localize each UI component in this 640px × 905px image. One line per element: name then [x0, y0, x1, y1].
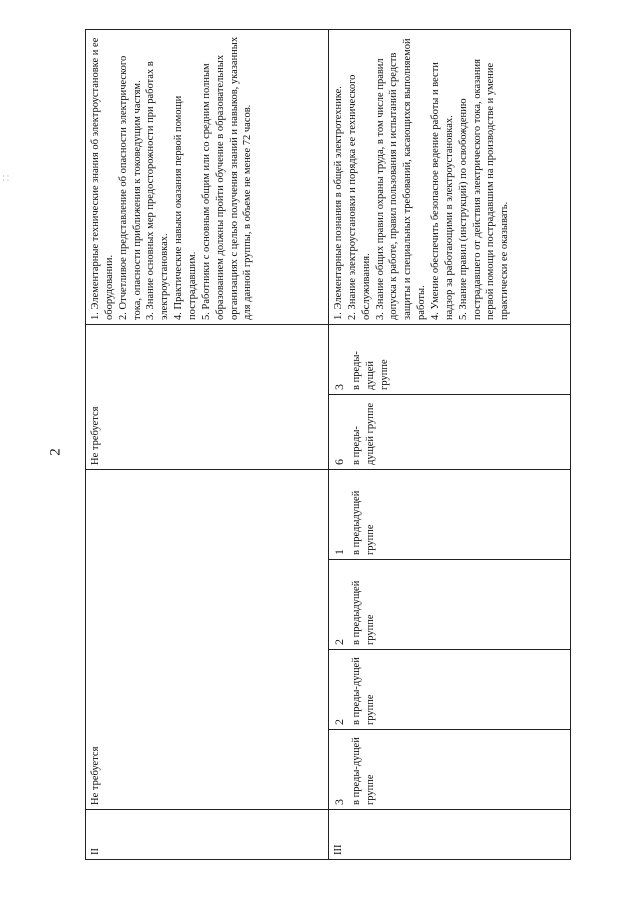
not-required-header-1: Не требуется [86, 469, 329, 809]
experience-cell: 3 в преды-дущей группе [329, 730, 571, 810]
requirements-cell [86, 29, 329, 324]
requirement-item: 2. Знание электроустановки и порядка ее технического обслуживания. [346, 74, 372, 320]
page-number: 2 [47, 448, 64, 456]
group-label: III [333, 844, 344, 855]
requirement-item: 4. Умение обеспечить безопасное ведение работы и вести надзор за работающими в электроустановках. [430, 62, 455, 320]
table-row-group-3 [329, 29, 571, 859]
requirement-item: 3. Знание общих правил охраны труда, в том числе правил допуска к работе, правил пользования и испытаний средств защиты и специальных требований, касающихся выполняемой работы. [374, 38, 428, 320]
requirement-item: 2. Отчетливое представление об опасности электрического тока, опасности приближения к токоведущим частям. [117, 55, 143, 320]
qualification-table [85, 29, 571, 860]
requirement-item: 4. Практические навыки оказания первой помощи пострадавшим. [173, 95, 199, 320]
scan-edge-marks: · · · · [2, 172, 10, 185]
group-label: II [90, 848, 101, 855]
requirement-item: 1. Элементарные технические знания об электроустановке и ее оборудовании. [90, 37, 115, 320]
group-label-cell [329, 810, 571, 860]
not-required-header-2: Не требуется [86, 324, 329, 469]
group-label-cell [86, 810, 329, 860]
experience-cell: 2 в предыдущей группе [329, 560, 571, 650]
requirement-item: 3. Знание основных мер предосторожности при работах в электроустановках. [145, 61, 171, 320]
requirement-item: 5. Работники с основным общим или со средним полным образованием должны пройти обучение в образовательных организациях с целью получения знаний и навыков, указанных для данной группы, в объеме не менее 72 часов. [200, 36, 254, 320]
table-row-group-2 [86, 29, 329, 859]
requirement-item: 5. Знание правил (инструкций) по освобождению пострадавшего от действия электрического тока, оказания первой помощи пострадавшим на производстве и умение практически ее оказывать. [457, 59, 511, 320]
requirement-item: 1. Элементарные познания в общей электротехнике. [333, 86, 344, 320]
experience-cell: 3 в преды-дущей группе [329, 324, 571, 394]
experience-cell: 1 в предыдущей группе [329, 469, 571, 559]
rotated-table-container [85, 30, 570, 860]
experience-cell: 2 в преды-дущей группе [329, 650, 571, 730]
experience-cell: 6 в преды-дущей группе [329, 394, 571, 469]
requirements-cell [329, 29, 571, 324]
